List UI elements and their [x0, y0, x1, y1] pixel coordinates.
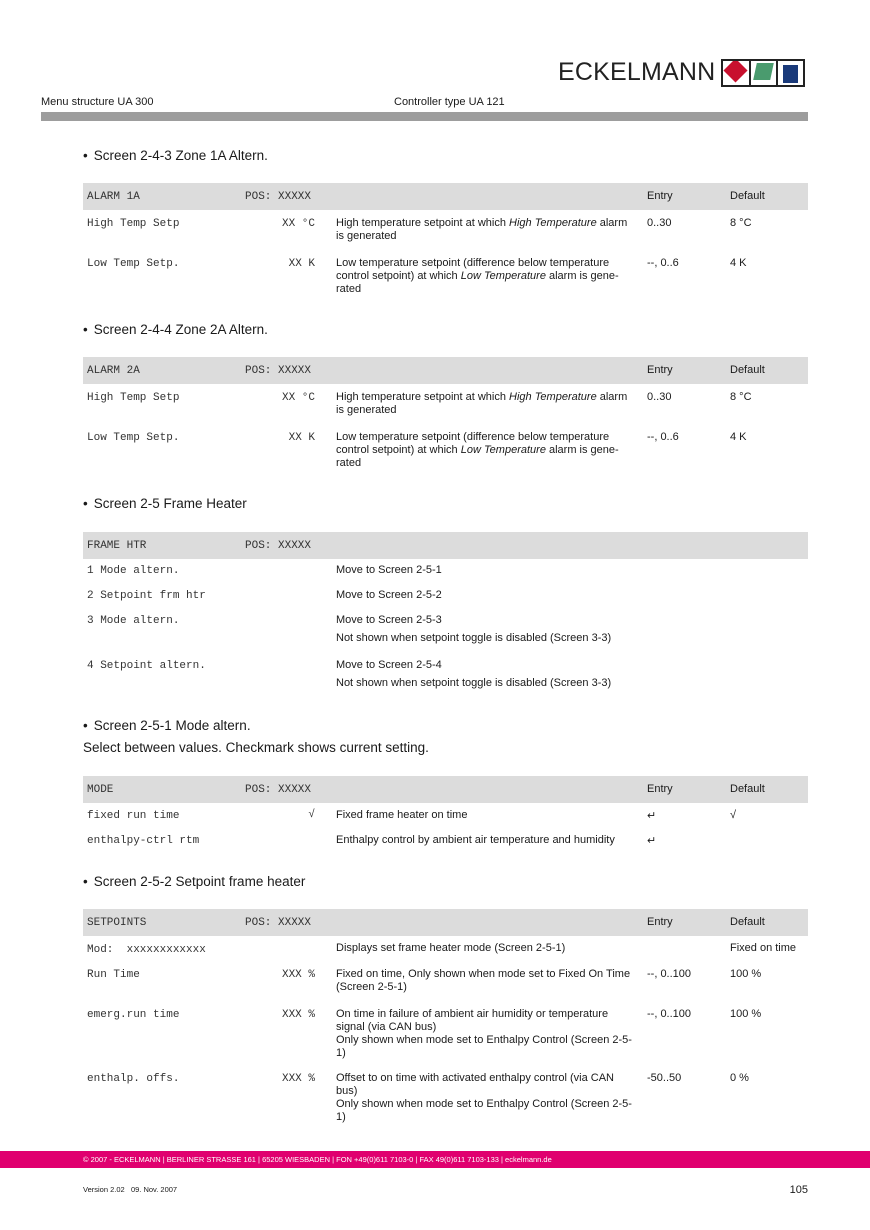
footer-version: Version 2.02 09. Nov. 2007: [83, 1185, 178, 1194]
header-name: MODE: [87, 784, 114, 796]
row-name: 1 Mode altern.: [87, 565, 180, 577]
page-number: 105: [789, 1184, 808, 1196]
row-default: 0 %: [730, 1072, 749, 1084]
header-entry: Entry: [647, 916, 673, 928]
row-description: Displays set frame heater mode (Screen 2-5-1): [336, 942, 566, 954]
row-value: XX °C: [281, 392, 315, 404]
row-name: 2 Setpoint frm htr: [87, 590, 206, 602]
header-controller-type: Controller type UA 121: [394, 96, 505, 108]
row-description: Move to Screen 2-5-4: [336, 659, 442, 671]
row-name: 3 Mode altern.: [87, 615, 180, 627]
row-note: Only shown when mode set to Enthalpy Control (Screen 2-5-1): [336, 1034, 632, 1059]
row-name: emerg.run time: [87, 1009, 180, 1021]
row-description: Low temperature setpoint (difference below temperature control setpoint) at which Low Temperature alarm is gene-rated: [336, 257, 619, 295]
logo-squares-icon: [721, 59, 805, 87]
row-description: Move to Screen 2-5-2: [336, 589, 442, 601]
table-header: [83, 183, 808, 210]
row-default: 8 °C: [730, 391, 752, 403]
enter-icon: ↵: [647, 810, 657, 822]
section-title-2-5-1: • Screen 2-5-1 Mode altern.: [83, 718, 251, 733]
row-name: fixed run time: [87, 810, 180, 822]
row-description: Fixed on time, Only shown when mode set to Fixed On Time (Screen 2-5-1): [336, 968, 631, 993]
table-header: [83, 909, 808, 936]
table-2-4-3: [83, 183, 808, 320]
row-default: √: [730, 809, 737, 821]
header-divider: [41, 112, 808, 121]
row-name: Low Temp Setp.: [87, 258, 180, 270]
table-2-5-2: [83, 909, 808, 1129]
row-name: 4 Setpoint altern.: [87, 660, 206, 672]
header-default: Default: [730, 364, 765, 376]
row-value: XXX %: [281, 969, 315, 981]
table-row: [83, 210, 808, 250]
table-row: [83, 1065, 808, 1129]
row-entry: --, 0..6: [647, 431, 679, 443]
header-name: ALARM 1A: [87, 191, 140, 203]
table-header: [83, 532, 808, 559]
table-2-4-4: [83, 357, 808, 494]
header-pos: POS: XXXXX: [245, 540, 312, 552]
row-name: Low Temp Setp.: [87, 432, 180, 444]
table-row: [83, 803, 808, 828]
table-row: [83, 1001, 808, 1065]
row-default: 4 K: [730, 257, 747, 269]
header-pos: POS: XXXXX: [245, 191, 312, 203]
logo-text: ECKELMANN: [558, 58, 716, 86]
row-note: Not shown when setpoint toggle is disabled (Screen 3-3): [336, 677, 612, 689]
row-name: Mod: xxxxxxxxxxxx: [87, 944, 206, 956]
table-row: [83, 559, 808, 584]
header-entry: Entry: [647, 364, 673, 376]
section-title-2-4-3: • Screen 2-4-3 Zone 1A Altern.: [83, 148, 268, 163]
header-default: Default: [730, 783, 765, 795]
row-name: Run Time: [87, 969, 140, 981]
table-2-5: [83, 532, 808, 699]
row-entry: -50..50: [647, 1072, 682, 1084]
table-row: [83, 250, 808, 320]
row-name: enthalpy-ctrl rtm: [87, 835, 200, 847]
table-row: [83, 654, 808, 699]
row-default: 8 °C: [730, 217, 752, 229]
header-default: Default: [730, 916, 765, 928]
row-entry: --, 0..100: [647, 968, 692, 980]
header-pos: POS: XXXXX: [245, 365, 312, 377]
table-row: [83, 609, 808, 654]
row-entry: --, 0..6: [647, 257, 679, 269]
row-note: Not shown when setpoint toggle is disabled (Screen 3-3): [336, 632, 612, 644]
header-default: Default: [730, 190, 765, 202]
checkmark-icon: √: [308, 809, 315, 821]
table-row: [83, 936, 808, 961]
section-title-2-4-4: • Screen 2-4-4 Zone 2A Altern.: [83, 322, 268, 337]
row-description: Move to Screen 2-5-1: [336, 564, 442, 576]
row-name: High Temp Setp: [87, 218, 180, 230]
row-value: XX °C: [281, 218, 315, 230]
table-row: [83, 384, 808, 424]
table-row: [83, 424, 808, 494]
table-header: [83, 776, 808, 803]
row-default: 4 K: [730, 431, 747, 443]
row-value: XX K: [288, 258, 315, 270]
header-name: FRAME HTR: [87, 540, 147, 552]
row-description: Move to Screen 2-5-3: [336, 614, 442, 626]
header-entry: Entry: [647, 190, 673, 202]
section-note-2-5-1: Select between values. Checkmark shows current setting.: [83, 740, 429, 755]
row-description: Offset to on time with activated enthalpy control (via CAN bus): [336, 1072, 614, 1097]
row-entry: 0..30: [647, 391, 672, 403]
row-description: Enthalpy control by ambient air temperature and humidity: [336, 834, 615, 846]
header-pos: POS: XXXXX: [245, 784, 312, 796]
row-entry: --, 0..100: [647, 1008, 692, 1020]
row-default: Fixed on time: [730, 942, 797, 954]
row-value: XXX %: [281, 1073, 315, 1085]
header-pos: POS: XXXXX: [245, 917, 312, 929]
row-default: 100 %: [730, 968, 762, 980]
table-header: [83, 357, 808, 384]
row-name: enthalp. offs.: [87, 1073, 180, 1085]
row-description: Fixed frame heater on time: [336, 809, 468, 821]
row-entry: 0..30: [647, 217, 672, 229]
enter-icon: ↵: [647, 835, 657, 847]
footer-company-info: © 2007 - ECKELMANN | BERLINER STRASSE 161 | 65205 WIESBADEN | FON +49(0)611 7103-0 | FAX 49(0)611 7103-133 | eckelmann.de: [83, 1155, 552, 1164]
row-default: 100 %: [730, 1008, 762, 1020]
header-name: SETPOINTS: [87, 917, 147, 929]
section-title-2-5-2: • Screen 2-5-2 Setpoint frame heater: [83, 874, 306, 889]
row-description: On time in failure of ambient air humidity or temperature signal (via CAN bus): [336, 1008, 609, 1033]
row-description: High temperature setpoint at which High Temperature alarm is generated: [336, 217, 628, 242]
row-value: XX K: [288, 432, 315, 444]
header-name: ALARM 2A: [87, 365, 140, 377]
table-2-5-1: [83, 776, 808, 853]
row-value: XXX %: [281, 1009, 315, 1021]
table-row: [83, 584, 808, 609]
table-row: [83, 961, 808, 1001]
row-description: Low temperature setpoint (difference below temperature control setpoint) at which Low Temperature alarm is gene-rated: [336, 431, 619, 469]
eckelmann-logo: [558, 58, 805, 87]
row-description: High temperature setpoint at which High Temperature alarm is generated: [336, 391, 628, 416]
header-doc-title: Menu structure UA 300: [41, 96, 154, 108]
header-entry: Entry: [647, 783, 673, 795]
section-title-2-5: • Screen 2-5 Frame Heater: [83, 496, 247, 511]
row-name: High Temp Setp: [87, 392, 180, 404]
table-row: [83, 828, 808, 853]
row-note: Only shown when mode set to Enthalpy Control (Screen 2-5-1): [336, 1098, 632, 1123]
